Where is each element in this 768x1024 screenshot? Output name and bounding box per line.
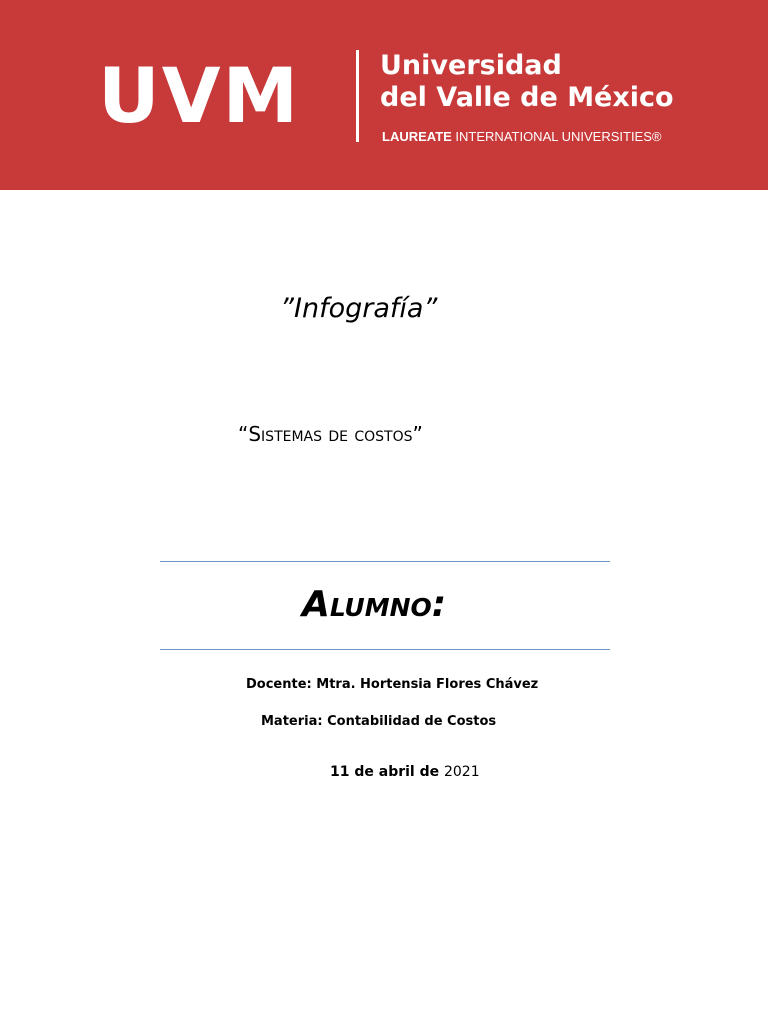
laureate-tagline <box>382 129 661 145</box>
subject-line: Materia: Contabilidad de Costos <box>261 714 497 729</box>
top-divider <box>160 561 610 562</box>
date-line <box>330 763 480 781</box>
logo-divider <box>356 50 359 142</box>
date-year: 2021 <box>443 764 480 780</box>
tagline-bold: LAUREATE <box>382 129 452 144</box>
document-title: ”Infografía” <box>280 293 438 324</box>
header-banner <box>0 0 768 190</box>
university-name-line1: Universidad <box>380 50 562 81</box>
bottom-divider <box>160 649 610 650</box>
date-prefix: 11 de abril de <box>330 764 444 780</box>
student-label: Alumno: <box>302 584 447 625</box>
teacher-line: Docente: Mtra. Hortensia Flores Chávez <box>246 677 539 692</box>
tagline-rest: INTERNATIONAL UNIVERSITIES® <box>451 129 662 144</box>
uvm-logo-mark: UVM <box>98 51 301 140</box>
university-name-line2: del Valle de México <box>380 82 674 113</box>
document-subtitle: “Sistemas de costos” <box>238 422 423 446</box>
